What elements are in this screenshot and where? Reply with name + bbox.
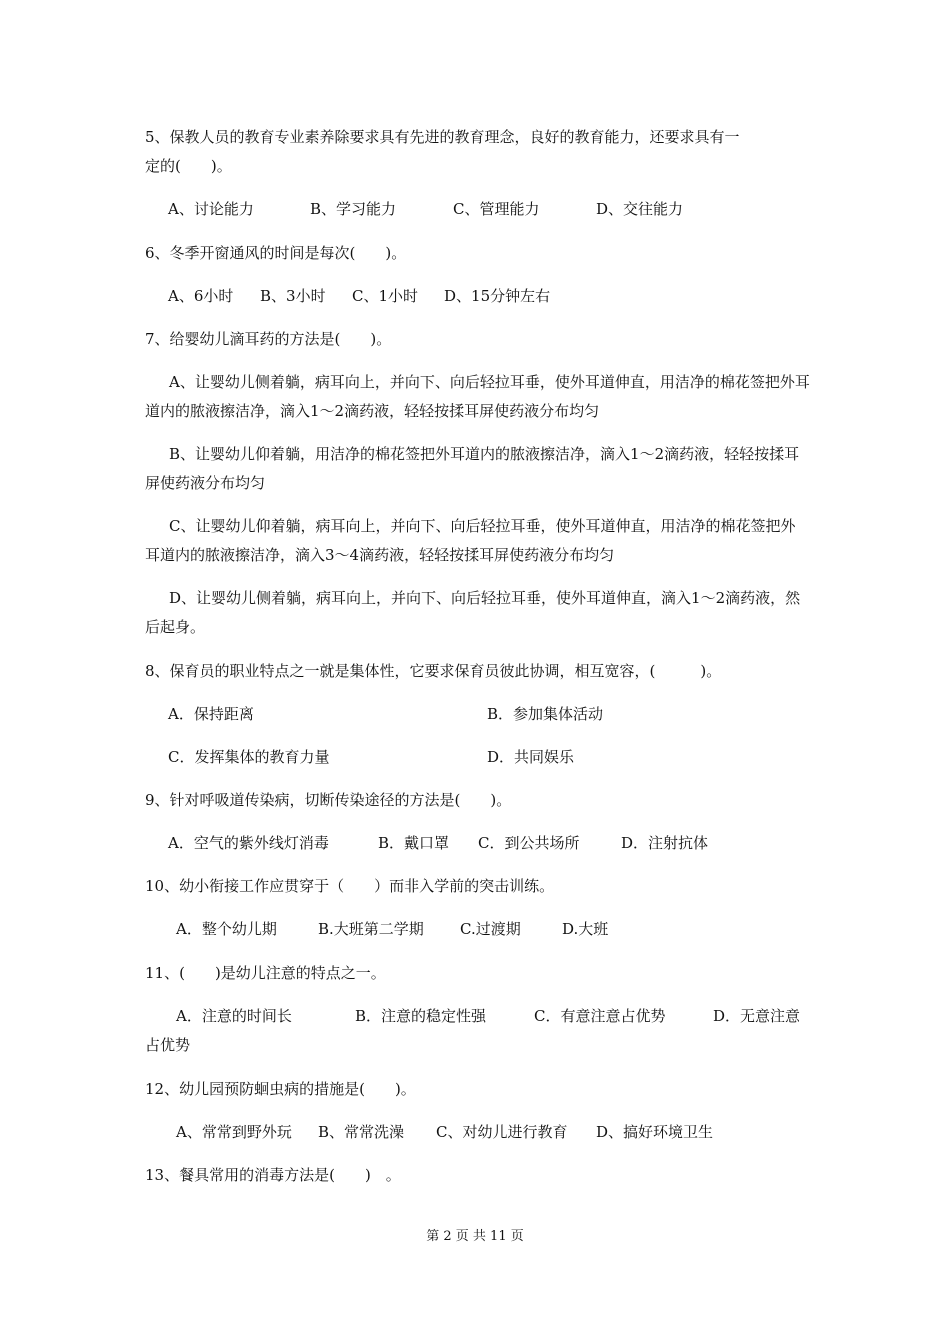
q9-option-b: B．戴口罩 (378, 834, 450, 852)
q6-option-b: B、3小时 (260, 287, 326, 305)
q10-option-d: D.大班 (562, 920, 609, 938)
q7-stem: 7、给婴幼儿滴耳药的方法是( )。 (145, 330, 392, 348)
q5-option-a: A、讨论能力 (168, 200, 254, 218)
q13-stem: 13、餐具常用的消毒方法是( ) 。 (145, 1166, 401, 1184)
q8-option-c: C．发挥集体的教育力量 (168, 748, 330, 766)
q6-stem: 6、冬季开窗通风的时间是每次( )。 (145, 244, 407, 262)
q8-option-a: A．保持距离 (168, 705, 254, 723)
page-footer: 第 2 页 共 11 页 (426, 1229, 524, 1244)
q6-option-c: C、1小时 (352, 287, 419, 305)
q12-stem: 12、幼儿园预防蛔虫病的措施是( )。 (145, 1080, 416, 1098)
q6-options (168, 286, 550, 306)
q11-option-d-wrap: 占优势 (145, 1036, 191, 1054)
q8-option-b: B．参加集体活动 (487, 705, 604, 723)
q6-option-a: A、6小时 (168, 287, 234, 305)
q7-option-c: C、让婴幼儿仰着躺，病耳向上，并向下、向后轻拉耳垂，使外耳道伸直，用洁净的棉花签把外耳道内的脓液擦洁净，滴入3～4滴药液，轻轻按揉耳屏使药液分布均匀 (145, 517, 796, 564)
q8-option-d: D．共同娱乐 (487, 748, 575, 766)
q12-options (176, 1122, 713, 1142)
q9-option-c: C．到公共场所 (478, 834, 580, 852)
q12-option-d: D、搞好环境卫生 (596, 1123, 714, 1141)
q5-option-b: B、学习能力 (310, 200, 397, 218)
q10-option-a: A．整个幼儿期 (176, 920, 277, 938)
q5-option-d: D、交往能力 (596, 200, 684, 218)
q12-option-a: A、常常到野外玩 (176, 1123, 292, 1141)
q11-option-b: B．注意的稳定性强 (355, 1007, 487, 1025)
q7-option-d: D、让婴幼儿侧着躺，病耳向上，并向下、向后轻拉耳垂，使外耳道伸直，滴入1～2滴药液，然后起身。 (145, 589, 801, 636)
q7-option-a: A、让婴幼儿侧着躺，病耳向上，并向下、向后轻拉耳垂，使外耳道伸直，用洁净的棉花签把外耳道内的脓液擦洁净，滴入1～2滴药液，轻轻按揉耳屏使药液分布均匀 (145, 373, 810, 420)
q5-option-c: C、管理能力 (453, 200, 540, 218)
q9-option-a: A．空气的紫外线灯消毒 (168, 834, 329, 852)
q6-option-d: D、15分钟左右 (444, 287, 551, 305)
q11-option-c: C．有意注意占优势 (534, 1007, 666, 1025)
q10-stem: 10、幼小衔接工作应贯穿于（ ）而非入学前的突击训练。 (145, 877, 555, 895)
q12-option-c: C、对幼儿进行教育 (436, 1123, 568, 1141)
q11-option-a: A．注意的时间长 (176, 1007, 292, 1025)
q11-stem: 11、( )是幼儿注意的特点之一。 (145, 964, 386, 982)
q10-option-c: C.过渡期 (460, 920, 521, 938)
q8-stem: 8、保育员的职业特点之一就是集体性，它要求保育员彼此协调，相互宽容，( )。 (145, 662, 722, 680)
q12-option-b: B、常常洗澡 (318, 1123, 405, 1141)
q11-option-d: D．无意注意 (713, 1007, 801, 1025)
q5-stem-line2: 定的( )。 (145, 157, 232, 175)
q9-stem: 9、针对呼吸道传染病，切断传染途径的方法是( )。 (145, 791, 512, 809)
q11-options (176, 1006, 800, 1026)
q7-option-b: B、让婴幼儿仰着躺，用洁净的棉花签把外耳道内的脓液擦洁净，滴入1～2滴药液，轻轻按揉耳屏使药液分布均匀 (145, 445, 800, 492)
q5-stem-line1: 5、保教人员的教育专业素养除要求具有先进的教育理念，良好的教育能力，还要求具有一 (145, 128, 740, 146)
q10-options (176, 919, 608, 939)
q9-option-d: D．注射抗体 (621, 834, 709, 852)
q10-option-b: B.大班第二学期 (318, 920, 424, 938)
q9-options (168, 833, 708, 853)
q5-options (168, 199, 683, 219)
